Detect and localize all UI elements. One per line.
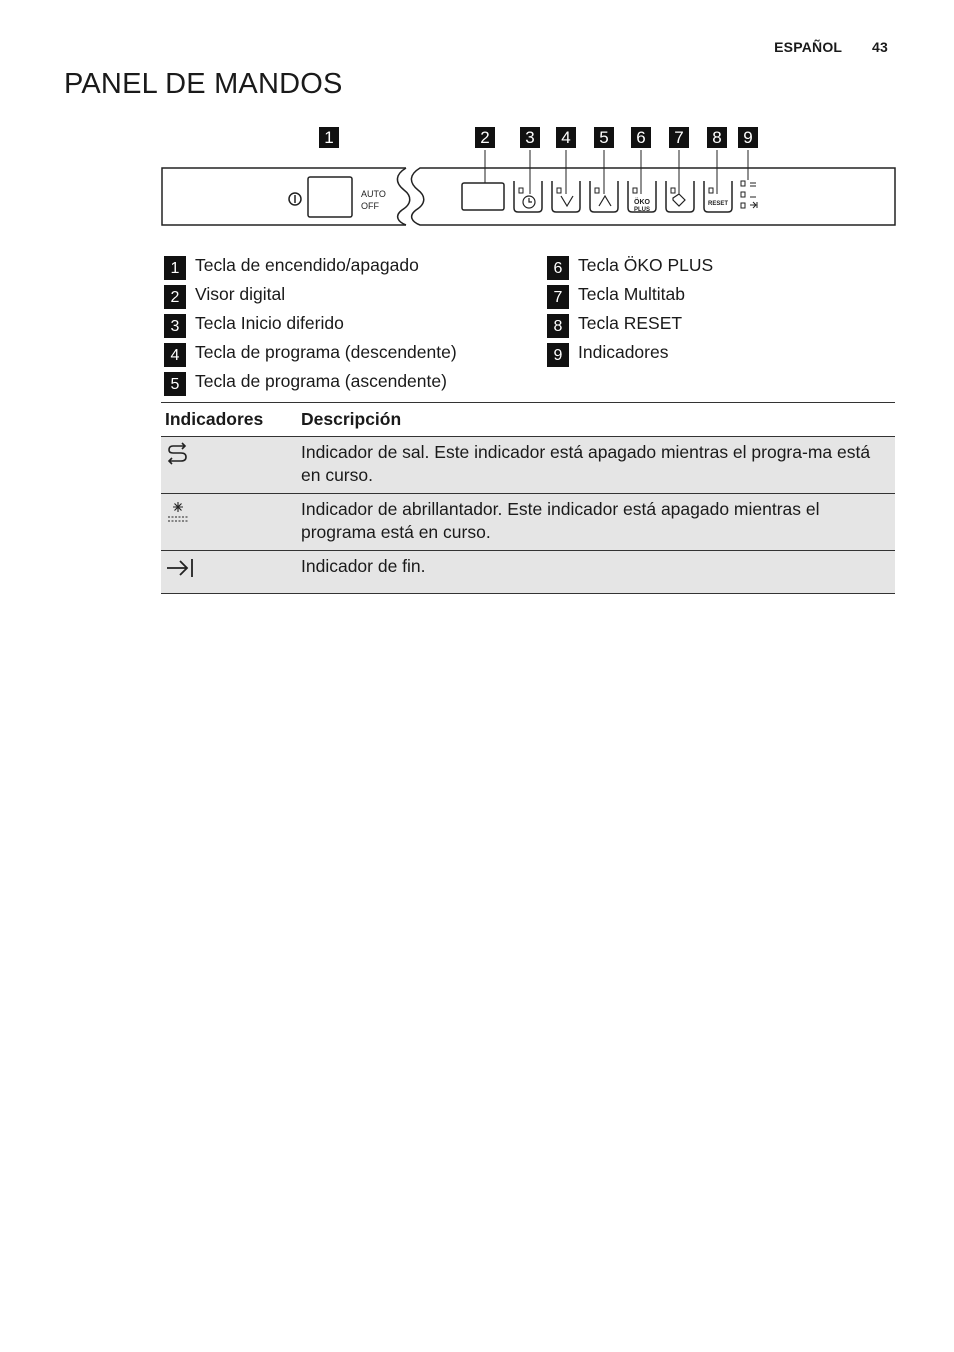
reset-label: RESET [707, 201, 729, 207]
auto-label: AUTO [361, 189, 386, 199]
legend-item [547, 281, 713, 310]
legend-number: 1 [164, 256, 186, 280]
table-header-row [161, 403, 895, 437]
legend-item [164, 339, 457, 368]
control-panel-diagram [158, 124, 898, 232]
legend-text: Tecla Inicio diferido [195, 313, 344, 333]
page-title: PANEL DE MANDOS [64, 68, 343, 100]
description-cell: Indicador de fin. [297, 551, 895, 594]
callout-7: 7 [669, 127, 689, 148]
callout-6: 6 [631, 127, 651, 148]
callout-1: 1 [319, 127, 339, 148]
legend-text: Tecla ÖKO PLUS [578, 255, 714, 275]
callout-2: 2 [475, 127, 495, 148]
legend-item [547, 310, 713, 339]
callout-4: 4 [556, 127, 576, 148]
off-label: OFF [361, 201, 379, 211]
legend-text: Tecla de encendido/apagado [195, 255, 419, 275]
legend-text: Tecla Multitab [578, 284, 685, 304]
oko-label: ÖKO [634, 199, 650, 206]
header-description: Descripción [297, 403, 895, 437]
plus-label: PLUS [633, 207, 651, 213]
end-indicator-icon [165, 555, 195, 581]
legend-text: Tecla de programa (ascendente) [195, 371, 447, 391]
description-cell: Indicador de abrillantador. Este indicador está apagado mientras el programa está en curso. [297, 494, 895, 551]
header-page-number: 43 [872, 39, 888, 55]
legend-item [547, 339, 713, 368]
legend-item [164, 310, 457, 339]
callout-5: 5 [594, 127, 614, 148]
header-indicators: Indicadores [161, 403, 297, 437]
indicators-table [161, 402, 895, 594]
rinse-aid-indicator-icon [165, 498, 191, 524]
callout-8: 8 [707, 127, 727, 148]
legend-number: 8 [547, 314, 569, 338]
legend-item [547, 252, 713, 281]
legend-text: Tecla de programa (descendente) [195, 342, 457, 362]
description-cell: Indicador de sal. Este indicador está apagado mientras el progra-ma está en curso. [297, 437, 895, 494]
table-row [161, 437, 895, 494]
legend-text: Visor digital [195, 284, 286, 304]
legend-item [164, 281, 457, 310]
legend-item [164, 368, 457, 397]
legend-text: Tecla RESET [578, 313, 683, 333]
callout-3: 3 [520, 127, 540, 148]
table-row [161, 494, 895, 551]
legend-text: Indicadores [578, 342, 669, 362]
salt-indicator-icon [165, 441, 191, 467]
table-row [161, 551, 895, 594]
legend-item [164, 252, 457, 281]
header-language: ESPAÑOL [774, 39, 842, 55]
legend-number: 2 [164, 285, 186, 309]
legend-number: 3 [164, 314, 186, 338]
legend-number: 6 [547, 256, 569, 280]
legend-number: 7 [547, 285, 569, 309]
callout-9: 9 [738, 127, 758, 148]
legend-number: 9 [547, 343, 569, 367]
page-header [774, 39, 888, 55]
legend-number: 4 [164, 343, 186, 367]
legend-number: 5 [164, 372, 186, 396]
legend-left-column [164, 252, 457, 397]
legend-right-column [547, 252, 713, 368]
